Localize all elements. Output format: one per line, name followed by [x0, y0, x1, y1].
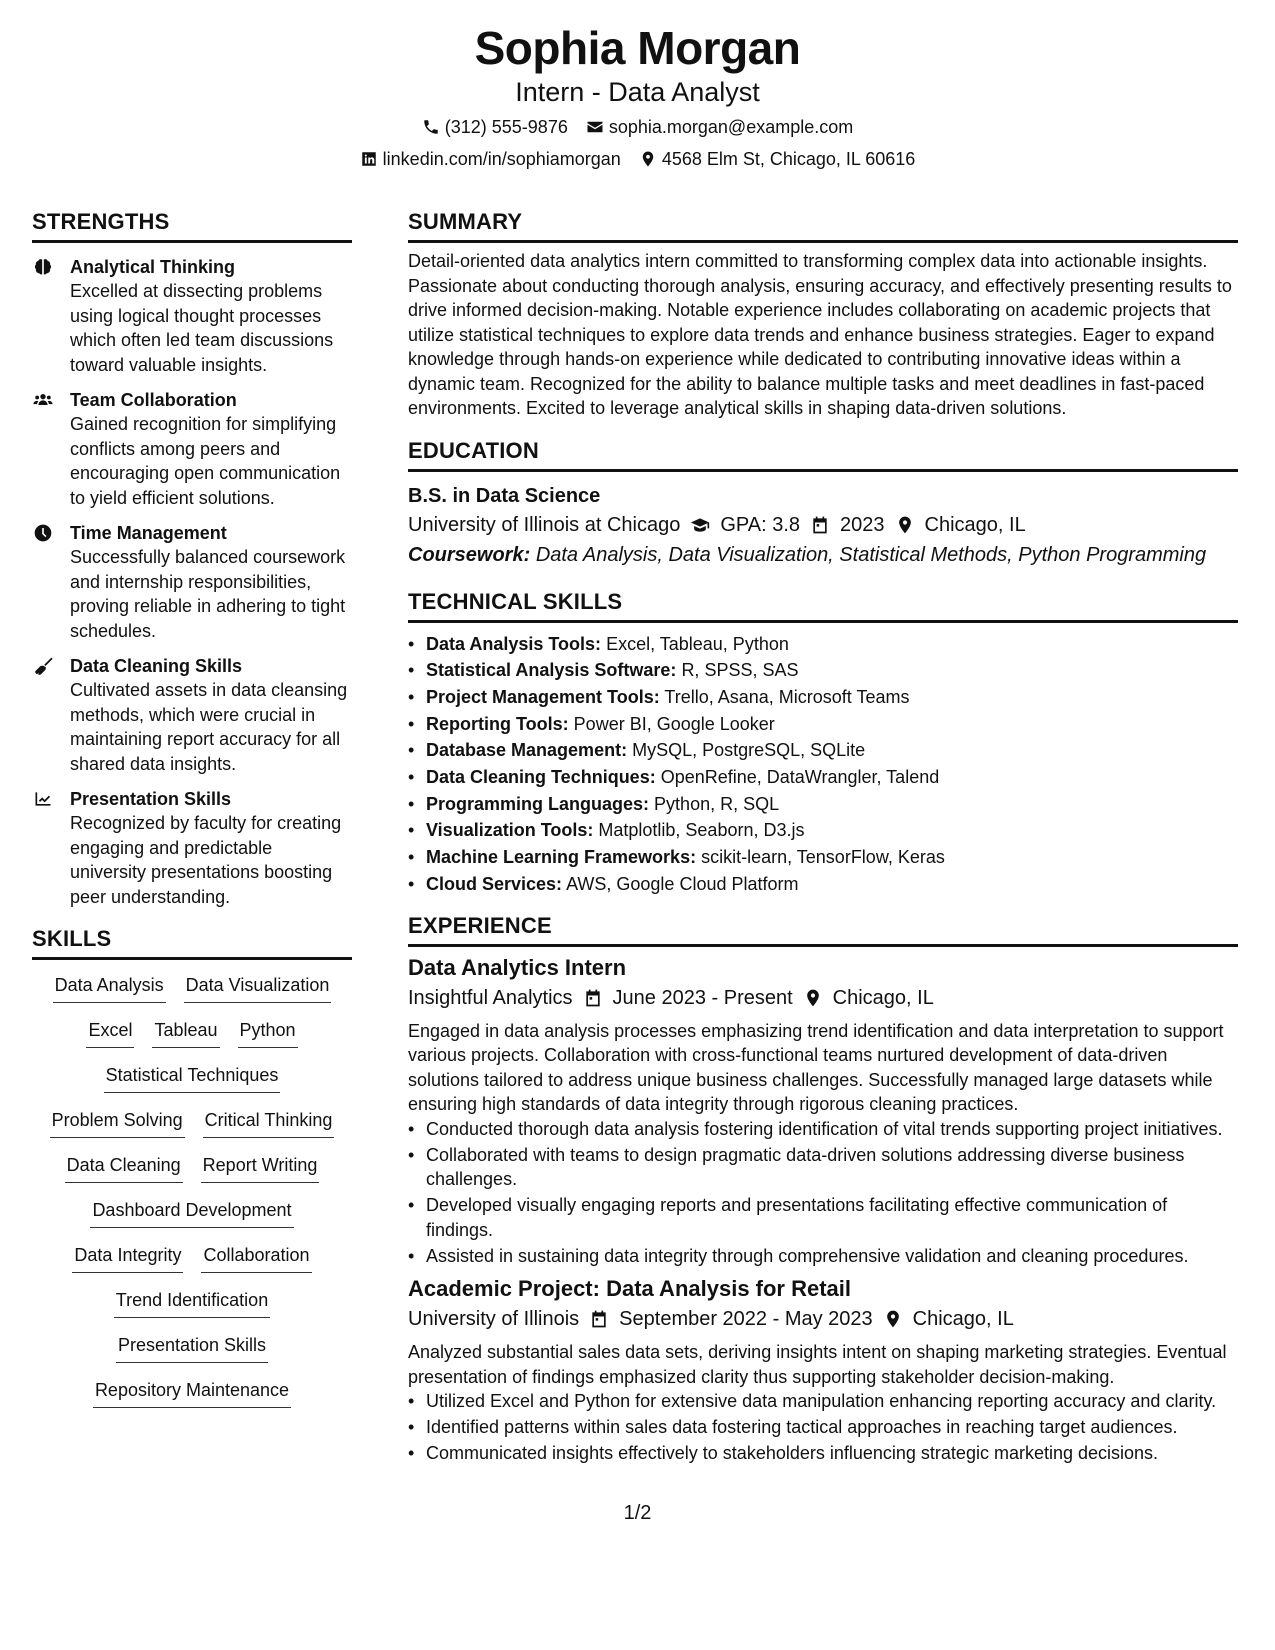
strength-description: Gained recognition for simplifying conflicts among peers and encouraging open communication to yield efficient solutions. — [70, 414, 341, 508]
company-name: University of Illinois — [408, 1308, 580, 1331]
job-title: Academic Project: Data Analysis for Retail — [408, 1276, 852, 1302]
strength-item — [32, 388, 352, 510]
job-bullet: • Conducted thorough data analysis fostering identification of vital trends supporting project initiatives. — [408, 1117, 1238, 1142]
graduation-cap-icon — [690, 515, 710, 535]
calendar-icon — [589, 1309, 609, 1329]
experience-heading: EXPERIENCE — [408, 912, 1238, 947]
map-pin-icon — [803, 988, 823, 1008]
candidate-title: Intern - Data Analyst — [515, 77, 760, 107]
phone-icon — [422, 118, 440, 136]
job-bullet: • Developed visually engaging reports and presentations facilitating effective communication of findings. — [408, 1193, 1238, 1242]
technical-skills-heading: TECHNICAL SKILLS — [408, 588, 1238, 623]
tech-skill-value: Matplotlib, Seaborn, D3.js — [598, 820, 805, 841]
candidate-name: Sophia Morgan — [474, 22, 801, 74]
gpa-text: GPA: 3.8 — [720, 513, 801, 536]
address-contact — [639, 146, 916, 172]
strength-title: Data Cleaning Skills — [70, 656, 243, 676]
skill-chip: Report Writing — [201, 1152, 320, 1183]
tech-skill-value: Python, R, SQL — [654, 793, 780, 814]
job-title: Data Analytics Intern — [408, 954, 627, 980]
tech-skill-item — [408, 791, 1238, 818]
users-icon — [32, 390, 54, 410]
job-bullet: • Communicated insights effectively to stakeholders influencing strategic marketing decisions. — [408, 1441, 1238, 1466]
skill-chip: Data Cleaning — [65, 1152, 183, 1183]
company-name: Insightful Analytics — [408, 986, 573, 1009]
school-name: University of Illinois at Chicago — [408, 513, 681, 536]
job-bullet: • Utilized Excel and Python for extensive data manipulation enhancing reporting accuracy and clarity. — [408, 1389, 1238, 1414]
coursework — [408, 540, 1238, 570]
coursework-list: Data Analysis, Data Visualization, Statistical Methods, Python Programming — [535, 543, 1207, 566]
calendar-icon — [810, 515, 830, 535]
job-dates: June 2023 - Present — [612, 986, 793, 1009]
linkedin-contact[interactable] — [360, 146, 621, 172]
chart-line-icon — [32, 789, 54, 809]
tech-skill-value: Trello, Asana, Microsoft Teams — [664, 686, 910, 707]
strength-title: Team Collaboration — [70, 390, 237, 410]
technical-skills-list — [408, 631, 1238, 898]
summary-heading: SUMMARY — [408, 208, 1238, 243]
tech-skill-value: AWS, Google Cloud Platform — [566, 873, 799, 894]
strength-item — [32, 787, 352, 909]
tech-skill-label: Visualization Tools: — [426, 820, 594, 841]
job-meta — [408, 1304, 1238, 1334]
skill-chip: Repository Maintenance — [93, 1377, 291, 1408]
tech-skill-item — [408, 631, 1238, 658]
map-pin-icon — [895, 515, 915, 535]
strength-description: Excelled at dissecting problems using logical thought processes which often led team discussions toward valuable insights. — [70, 281, 334, 375]
linkedin-icon — [360, 150, 378, 168]
strength-description: Successfully balanced coursework and internship responsibilities, proving reliable in adhering to tight schedules. — [70, 547, 346, 641]
strength-description: Cultivated assets in data cleansing methods, which were crucial in maintaining report accuracy for all shared data insights. — [70, 680, 348, 774]
skill-chip: Collaboration — [201, 1242, 311, 1273]
strength-description: Recognized by faculty for creating engaging and predictable university presentations boosting peer understanding. — [70, 813, 342, 907]
skill-chip: Data Analysis — [53, 972, 166, 1003]
coursework-label: Coursework: — [408, 543, 531, 566]
map-pin-icon — [883, 1309, 903, 1329]
skill-chip: Presentation Skills — [116, 1332, 268, 1363]
tech-skill-value: scikit-learn, TensorFlow, Keras — [701, 847, 945, 868]
strength-title: Presentation Skills — [70, 789, 232, 809]
map-pin-icon — [639, 150, 657, 168]
tech-skill-value: Excel, Tableau, Python — [606, 633, 789, 654]
tech-skill-label: Database Management: — [426, 740, 628, 761]
tech-skill-value: MySQL, PostgreSQL, SQLite — [632, 740, 866, 761]
skill-chip: Data Integrity — [72, 1242, 183, 1273]
strengths-heading: STRENGTHS — [32, 208, 352, 243]
job-description: Engaged in data analysis processes emphasizing trend identification and data interpretation to support various projects. Collaboration with cross-functional teams nurtured development of data-driven solutions tailored to address unique business challenges. Successfully managed large datasets while ensuring high standards of data integrity through rigorous cleaning practices. — [408, 1020, 1224, 1115]
skills-section — [32, 925, 352, 1422]
tech-skill-value: Power BI, Google Looker — [573, 713, 775, 734]
address-text: 4568 Elm St, Chicago, IL 60616 — [661, 149, 916, 169]
tech-skill-label: Data Analysis Tools: — [426, 633, 602, 654]
tech-skill-value: OpenRefine, DataWrangler, Talend — [660, 767, 940, 788]
job-description: Analyzed substantial sales data sets, deriving insights intent on shaping marketing strategies. Eventual presentation of findings emphasized clarity thus supporting stakeholder decision-making. — [408, 1342, 1227, 1387]
tech-skill-label: Machine Learning Frameworks: — [426, 847, 697, 868]
email-text[interactable]: sophia.morgan@example.com — [608, 117, 854, 137]
strength-title: Time Management — [70, 523, 227, 543]
broom-icon — [32, 656, 54, 676]
left-column — [32, 208, 352, 1422]
clock-icon — [32, 523, 54, 543]
strength-item — [32, 654, 352, 776]
skill-chip: Problem Solving — [50, 1107, 185, 1138]
experience-entry — [408, 1274, 1238, 1466]
job-bullets — [408, 1117, 1238, 1269]
tech-skill-label: Data Cleaning Techniques: — [426, 767, 656, 788]
job-meta — [408, 983, 1238, 1013]
tech-skill-item — [408, 657, 1238, 684]
page-number: 1/2 — [623, 1502, 652, 1524]
strength-item — [32, 255, 352, 377]
skill-chip: Python — [238, 1017, 298, 1048]
tech-skill-item — [408, 817, 1238, 844]
job-bullet: • Collaborated with teams to design pragmatic data-driven solutions addressing diverse business challenges. — [408, 1143, 1238, 1192]
tech-skill-value: R, SPSS, SAS — [681, 660, 799, 681]
tech-skill-label: Project Management Tools: — [426, 686, 660, 707]
job-location: Chicago, IL — [832, 986, 934, 1009]
brain-icon — [32, 257, 54, 277]
tech-skill-item — [408, 737, 1238, 764]
tech-skill-label: Reporting Tools: — [426, 713, 569, 734]
skills-list — [32, 972, 352, 1422]
tech-skill-item — [408, 684, 1238, 711]
strengths-list — [32, 255, 352, 909]
tech-skill-item — [408, 844, 1238, 871]
skill-chip: Excel — [86, 1017, 134, 1048]
phone-text: (312) 555-9876 — [444, 117, 568, 137]
linkedin-text[interactable]: linkedin.com/in/sophiamorgan — [382, 149, 621, 169]
job-bullets — [408, 1389, 1238, 1466]
job-dates: September 2022 - May 2023 — [619, 1308, 873, 1331]
job-location: Chicago, IL — [912, 1308, 1014, 1331]
strength-title: Analytical Thinking — [70, 257, 236, 277]
skill-chip: Trend Identification — [114, 1287, 270, 1318]
contact-row-2 — [0, 146, 1275, 172]
education-location: Chicago, IL — [924, 513, 1026, 536]
skill-chip: Tableau — [152, 1017, 219, 1048]
skill-chip: Statistical Techniques — [104, 1062, 281, 1093]
education-meta — [408, 510, 1238, 540]
calendar-icon — [583, 988, 603, 1008]
skill-chip: Data Visualization — [184, 972, 332, 1003]
skill-chip: Critical Thinking — [203, 1107, 335, 1138]
tech-skill-item — [408, 764, 1238, 791]
tech-skill-label: Statistical Analysis Software: — [426, 660, 677, 681]
email-contact[interactable] — [586, 114, 853, 140]
skill-chip: Dashboard Development — [90, 1197, 293, 1228]
skills-heading: SKILLS — [32, 925, 352, 960]
job-bullet: • Assisted in sustaining data integrity through comprehensive validation and cleaning procedures. — [408, 1244, 1238, 1269]
summary-text: Detail-oriented data analytics intern committed to transforming complex data into actionable insights. Passionate about conducting thorough analysis, ensuring accuracy, and effectively presenting results to drive informed decision-making. Notable experience includes collaborating on academic projects that utilize statistical techniques to explore data trends and enhance business strategies. Eager to expand knowledge through hands-on experience while dedicated to contributing innovative ideas within a dynamic team. Recognized for the ability to balance multiple tasks and meet deadlines in fast-paced environments. Excited to leverage analytical skills in shaping data-driven solutions. — [408, 251, 1232, 418]
envelope-icon — [586, 118, 604, 136]
experience-entry — [408, 953, 1238, 1269]
contact-row-1 — [0, 114, 1275, 140]
tech-skill-item — [408, 871, 1238, 898]
degree-title: B.S. in Data Science — [408, 484, 601, 507]
graduation-year: 2023 — [840, 513, 885, 536]
tech-skill-label: Programming Languages: — [426, 793, 650, 814]
strength-item — [32, 521, 352, 643]
tech-skill-label: Cloud Services: — [426, 873, 563, 894]
education-heading: EDUCATION — [408, 437, 1238, 472]
phone-contact — [422, 114, 568, 140]
right-column — [408, 208, 1238, 1467]
resume-header — [0, 20, 1275, 172]
tech-skill-item — [408, 711, 1238, 738]
job-bullet: • Identified patterns within sales data fostering tactical approaches in reaching target audiences. — [408, 1415, 1238, 1440]
